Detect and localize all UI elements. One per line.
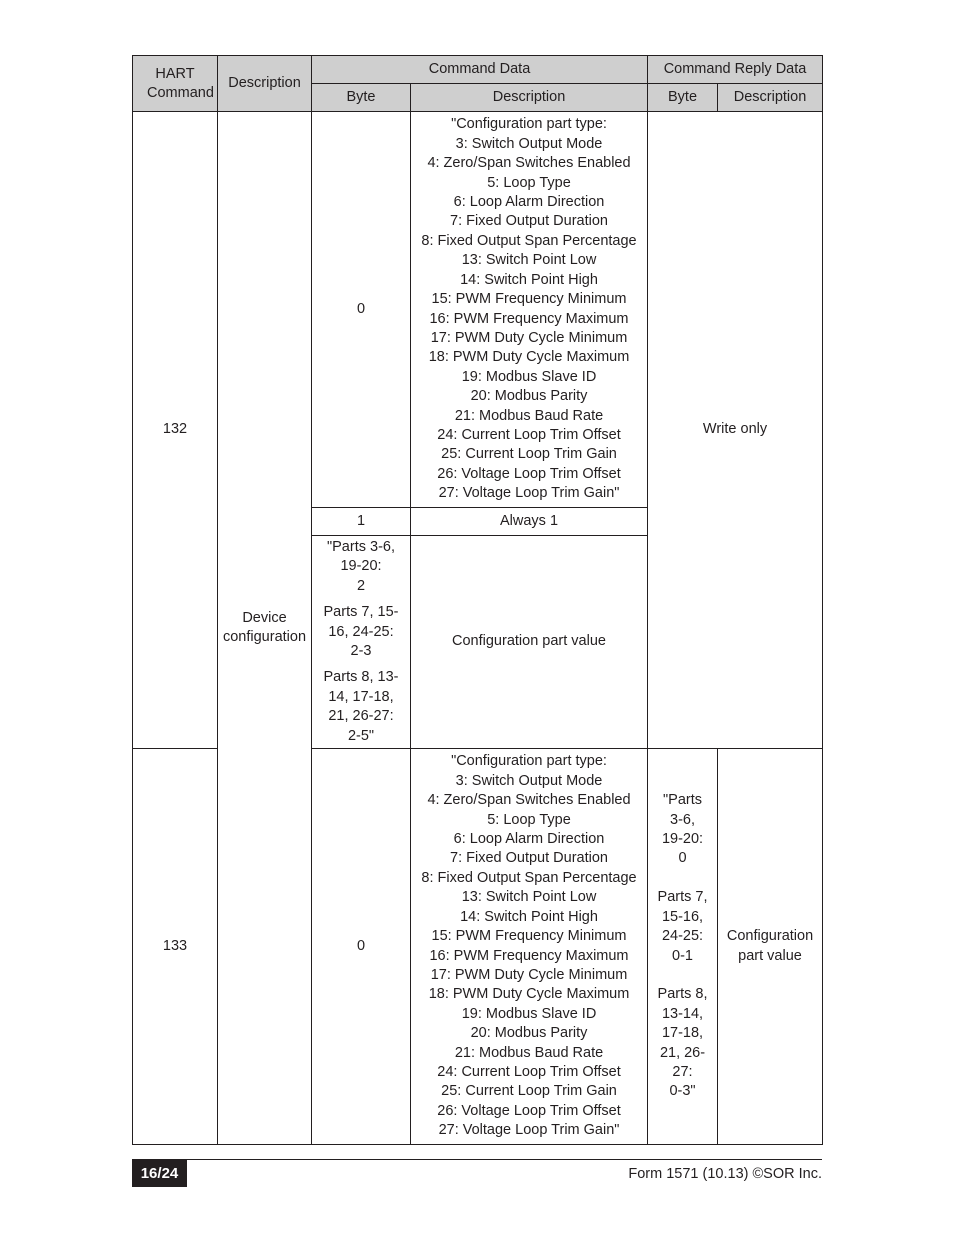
byte-range-line: 2-3 bbox=[350, 643, 372, 659]
footer-rule bbox=[132, 1159, 822, 1160]
part-type-line: 16: PWM Frequency Maximum bbox=[429, 310, 629, 327]
header-byte: Byte bbox=[312, 84, 411, 112]
header-hart-command-label: HART Command bbox=[147, 65, 214, 101]
cmd132-byte-1: 1 bbox=[312, 508, 411, 536]
byte-range-line: 2-5" bbox=[347, 727, 375, 744]
part-type-line: 27: Voltage Loop Trim Gain" bbox=[438, 1122, 620, 1139]
part-type-line: 6: Loop Alarm Direction bbox=[453, 194, 605, 211]
part-type-line: 20: Modbus Parity bbox=[470, 388, 588, 405]
part-type-line: 21: Modbus Baud Rate bbox=[454, 1044, 604, 1061]
reply-byte-line: 17-18, bbox=[661, 1025, 704, 1042]
part-type-line: 18: PWM Duty Cycle Maximum bbox=[428, 986, 630, 1003]
reply-byte-line: 0-3" bbox=[669, 1083, 696, 1100]
part-type-line: 18: PWM Duty Cycle Maximum bbox=[428, 349, 630, 366]
byte-range-line: 14, 17-18, bbox=[328, 688, 394, 705]
cmd132-byte-ranges bbox=[312, 536, 411, 749]
header-reply-byte: Byte bbox=[648, 84, 718, 112]
cmd132-byte-0: 0 bbox=[312, 112, 411, 508]
part-type-line: 26: Voltage Loop Trim Offset bbox=[437, 1102, 621, 1119]
device-configuration-cell bbox=[218, 112, 312, 1145]
cmd132-part-type-list bbox=[411, 112, 648, 508]
command-132-cell: 132 bbox=[133, 112, 218, 749]
description-line: Device bbox=[242, 609, 287, 626]
part-type-line: 19: Modbus Slave ID bbox=[461, 368, 597, 385]
cmd133-part-type-list bbox=[411, 749, 648, 1145]
part-type-line: 15: PWM Frequency Minimum bbox=[431, 928, 627, 945]
part-type-line: 3: Switch Output Mode bbox=[455, 772, 603, 789]
part-type-line: 8: Fixed Output Span Percentage bbox=[421, 869, 637, 886]
part-type-line: 5: Loop Type bbox=[487, 811, 571, 828]
part-type-line: 14: Switch Point High bbox=[460, 271, 598, 288]
byte-range-group bbox=[314, 538, 408, 596]
reply-byte-line: 24-25: bbox=[661, 928, 704, 945]
part-type-line: 26: Voltage Loop Trim Offset bbox=[437, 465, 621, 482]
reply-desc-line: part value bbox=[738, 947, 802, 964]
part-type-line: 14: Switch Point High bbox=[460, 908, 598, 925]
reply-byte-line: "Parts bbox=[663, 792, 703, 809]
reply-byte-line: 13-14, bbox=[661, 1005, 704, 1022]
reply-byte-line: 21, 26- bbox=[659, 1044, 706, 1061]
part-type-line: "Configuration part type: bbox=[451, 753, 607, 770]
reply-byte-line: 0 bbox=[678, 850, 687, 867]
device-configuration-label bbox=[220, 609, 309, 648]
reply-byte-line: 27: bbox=[672, 1063, 693, 1080]
byte-range-line: Parts 7, 15- bbox=[323, 604, 399, 621]
cmd132-config-part-value: Configuration part value bbox=[411, 536, 648, 749]
byte-range-line: "Parts 3-6, bbox=[326, 538, 395, 555]
reply-byte-line: 15-16, bbox=[661, 908, 704, 925]
part-type-line: 13: Switch Point Low bbox=[461, 252, 597, 269]
cmd133-byte-0: 0 bbox=[312, 749, 411, 1145]
cmd133-reply-description bbox=[718, 749, 823, 1145]
reply-byte-line: 3-6, bbox=[670, 811, 696, 828]
part-type-line: 27: Voltage Loop Trim Gain" bbox=[438, 485, 620, 502]
reply-byte-line: Parts 7, bbox=[657, 889, 708, 906]
header-description: Description bbox=[218, 56, 312, 112]
part-type-line: 24: Current Loop Trim Offset bbox=[437, 1063, 621, 1080]
byte-range-line: 21, 26-27: bbox=[328, 708, 394, 725]
cmd132-always-1: Always 1 bbox=[411, 508, 648, 536]
reply-byte-line bbox=[650, 869, 715, 888]
part-type-line: 8: Fixed Output Span Percentage bbox=[421, 232, 637, 249]
byte-range-group bbox=[314, 603, 408, 661]
part-type-line: 25: Current Loop Trim Gain bbox=[441, 446, 617, 463]
command-133-cell: 133 bbox=[133, 749, 218, 1145]
part-type-line: 13: Switch Point Low bbox=[461, 889, 597, 906]
part-type-line: 4: Zero/Span Switches Enabled bbox=[427, 792, 631, 809]
reply-byte-line bbox=[650, 966, 715, 985]
cmd133-reply-byte-ranges bbox=[648, 749, 718, 1145]
hart-command-table bbox=[132, 55, 823, 1145]
part-type-line: 17: PWM Duty Cycle Minimum bbox=[430, 966, 628, 983]
byte-range-group bbox=[314, 668, 408, 746]
reply-byte-line: 0-1 bbox=[672, 947, 693, 964]
reply-byte-line: 19-20: bbox=[661, 831, 704, 848]
byte-range-line: 2 bbox=[356, 577, 366, 594]
part-type-line: 24: Current Loop Trim Offset bbox=[437, 426, 621, 443]
header-command-data: Command Data bbox=[312, 56, 648, 84]
page-number: 16/24 bbox=[132, 1160, 187, 1187]
part-type-line: 5: Loop Type bbox=[487, 174, 571, 191]
part-type-line: 15: PWM Frequency Minimum bbox=[431, 291, 627, 308]
part-type-line: 4: Zero/Span Switches Enabled bbox=[427, 155, 631, 172]
part-type-line: 3: Switch Output Mode bbox=[455, 135, 603, 152]
form-number: Form 1571 (10.13) ©SOR Inc. bbox=[628, 1166, 822, 1182]
part-type-line: 20: Modbus Parity bbox=[470, 1025, 588, 1042]
part-type-line: 6: Loop Alarm Direction bbox=[453, 831, 605, 848]
byte-range-line: 16, 24-25: bbox=[328, 623, 394, 640]
part-type-line: 7: Fixed Output Duration bbox=[450, 850, 608, 867]
header-byte-description: Description bbox=[411, 84, 648, 112]
byte-range-line: Parts 8, 13- bbox=[323, 669, 399, 686]
description-line: configuration bbox=[222, 629, 307, 645]
header-reply-description: Description bbox=[718, 84, 823, 112]
part-type-line: 17: PWM Duty Cycle Minimum bbox=[430, 329, 628, 346]
header-command-reply-data: Command Reply Data bbox=[648, 56, 823, 84]
part-type-line: 25: Current Loop Trim Gain bbox=[441, 1083, 617, 1100]
byte-range-line: 19-20: bbox=[340, 558, 382, 575]
cmd132-reply-write-only: Write only bbox=[648, 112, 823, 749]
part-type-line: 7: Fixed Output Duration bbox=[450, 213, 608, 230]
reply-byte-line: Parts 8, bbox=[657, 986, 708, 1003]
part-type-line: 19: Modbus Slave ID bbox=[461, 1005, 597, 1022]
part-type-line: 16: PWM Frequency Maximum bbox=[429, 947, 629, 964]
part-type-line: 21: Modbus Baud Rate bbox=[454, 407, 604, 424]
header-hart-command bbox=[133, 56, 218, 112]
part-type-line: "Configuration part type: bbox=[451, 116, 607, 133]
reply-desc-line: Configuration bbox=[726, 928, 814, 945]
